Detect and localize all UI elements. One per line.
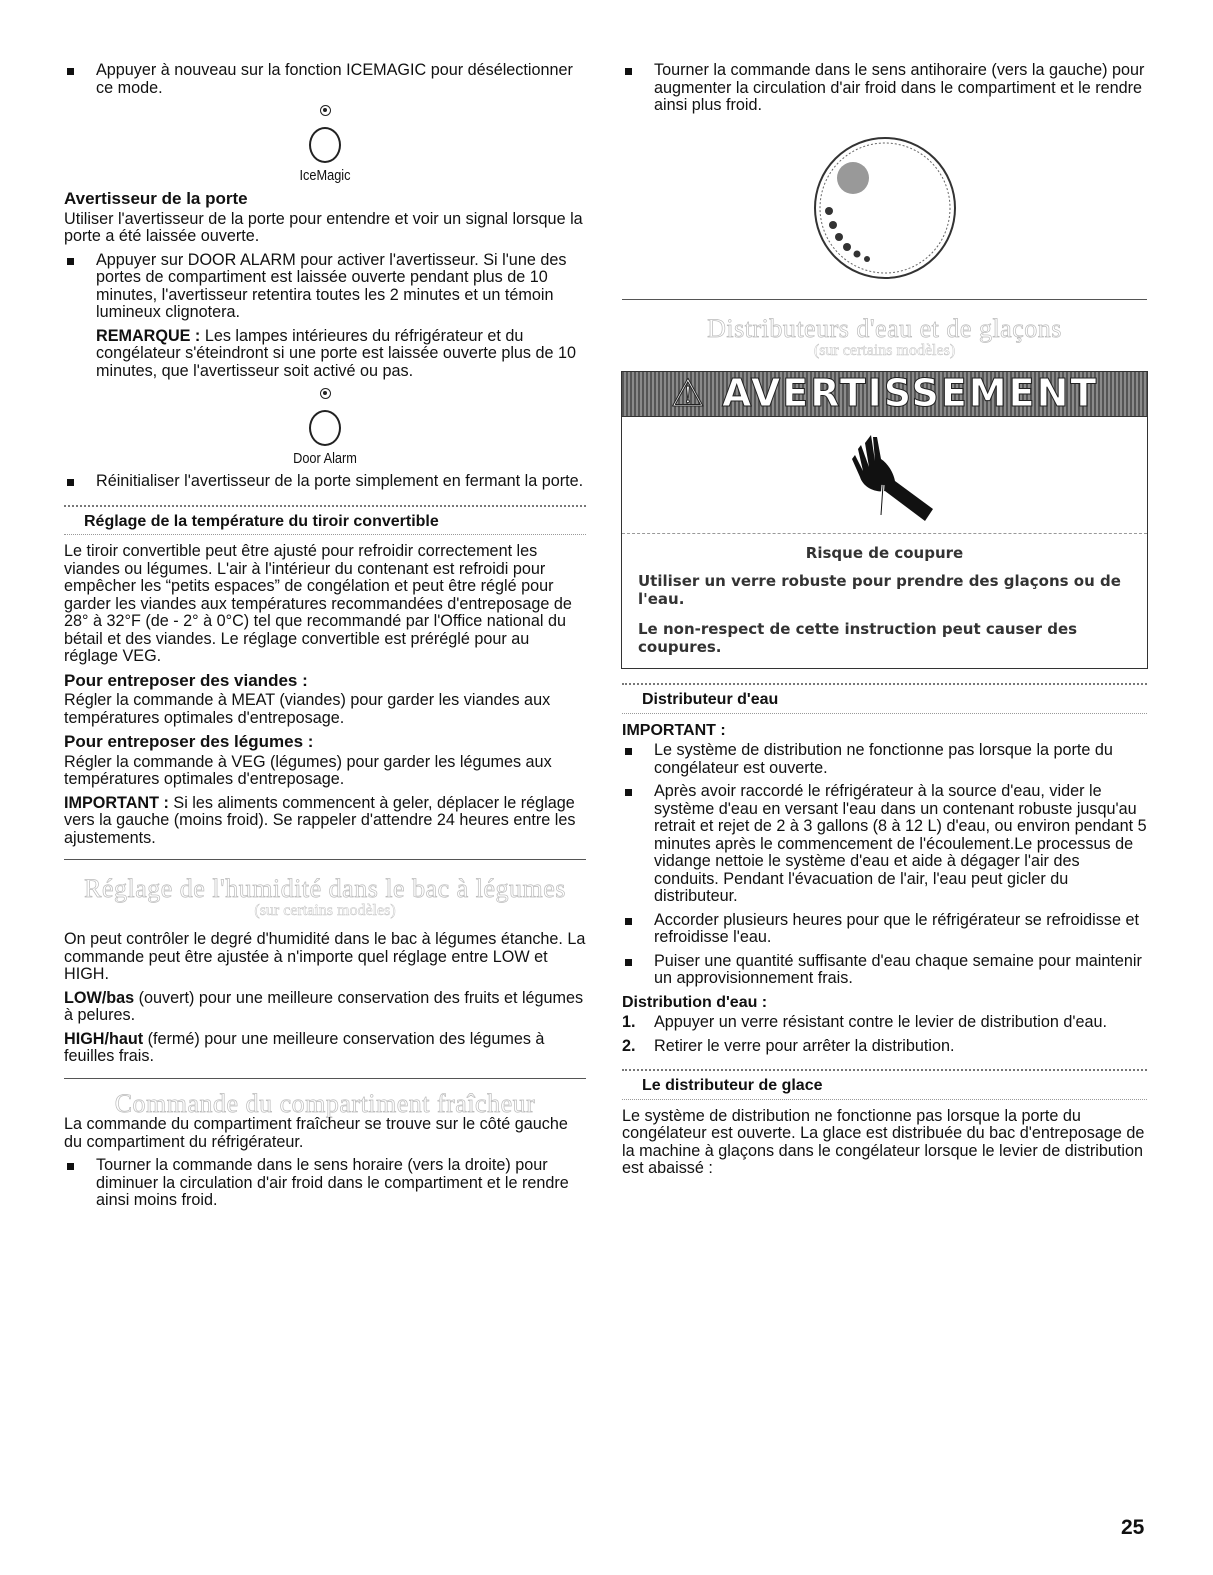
button-outline-icon	[309, 127, 341, 163]
section-rule	[622, 299, 1147, 300]
fresh-text: La commande du compartiment fraîcheur se trouve sur le côté gauche du compartiment du réfrigérateur.	[64, 1115, 568, 1151]
humidity-section-title: Réglage de l'humidité dans le bac à légumes	[84, 874, 566, 903]
hand-cut-icon	[825, 425, 945, 525]
divider	[64, 534, 586, 535]
reset-bullet: Réinitialiser l'avertisseur de la porte simplement en fermant la porte.	[64, 473, 586, 491]
cut-hazard-illustration	[622, 417, 1147, 534]
ccw-bullet: Tourner la commande dans le sens antihoraire (vers la gauche) pour augmenter la circulation d'air froid dans le compartiment et le rendre ainsi plus froid.	[622, 62, 1147, 115]
icemagic-control	[64, 103, 586, 184]
step-text: Appuyer un verre résistant contre le levier de distribution d'eau.	[654, 1013, 1107, 1031]
dispensers-section-title: Distributeurs d'eau et de glaçons	[707, 314, 1062, 343]
right-column	[622, 62, 1147, 1184]
left-column	[64, 62, 586, 1216]
high-paragraph	[64, 1031, 586, 1066]
low-text: (ouvert) pour une meilleure conservation des fruits et légumes à pelures.	[64, 988, 584, 1024]
door-alarm-label: Door Alarm	[293, 449, 357, 467]
warning-title-text: AVERTISSEMENT	[722, 371, 1099, 416]
divider	[622, 713, 1147, 714]
door-alarm-heading: Avertisseur de la porte	[64, 189, 248, 208]
warning-text	[622, 534, 1147, 668]
ice-text: Le système de distribution ne fonctionne pas lorsque la porte du congélateur est ouverte. La glace est distribuée du bac d'entreposage de la machine à glaçons dans le congélateur lorsque le levier de distribution est abaissé :	[622, 1106, 1145, 1177]
note-label: REMARQUE :	[96, 326, 201, 345]
drawer-text: Le tiroir convertible peut être ajusté pour refroidir correctement les viandes ou légumes. L'air à l'intérieur du contenant est refroidi pour empêcher les “petits espaces” de congélation et peut être réglé pour garder les viandes aux températures recommandées d'entreposage de 28° à 32°F (de - 2° à 0°C) tel que recommandé par l'Office national du bétail et des viandes. Le réglage convertible est préréglé pour au réglage VEG.	[64, 542, 572, 665]
dispensing-heading: Distribution d'eau :	[622, 993, 768, 1011]
water-bullet: Puiser une quantité suffisante d'eau chaque semaine pour maintenir un approvisionnement frais.	[622, 953, 1147, 988]
high-label: HIGH/haut	[64, 1029, 144, 1048]
low-label: LOW/bas	[64, 988, 135, 1007]
page-number: 25	[1121, 1516, 1145, 1539]
door-alarm-control	[64, 386, 586, 467]
control-dial-icon	[805, 133, 965, 283]
ice-heading: Le distributeur de glace	[642, 1077, 823, 1094]
indicator-light-icon	[320, 105, 331, 116]
humidity-section-subtitle: (sur certains modèles)	[254, 901, 396, 919]
icemagic-bullet: Appuyer à nouveau sur la fonction ICEMAGIC pour désélectionner ce mode.	[64, 62, 586, 97]
door-alarm-bullet: Appuyer sur DOOR ALARM pour activer l'avertisseur. Si l'une des portes de compartiment est laissée ouverte pendant plus de 10 minutes, l'avertisseur retentira toutes les 2 minutes et un témoin lumineux clignotera.	[64, 252, 586, 322]
note-text: Les lampes intérieures du réfrigérateur et du congélateur s'éteindront si une porte est laissée ouverte plus de 10 minutes, que l'avertisseur soit activé ou pas.	[96, 326, 577, 380]
water-bullet: Accorder plusieurs heures pour que le réfrigérateur se refroidisse et refroidisse l'eau.	[622, 912, 1147, 947]
water-bullet: Après avoir raccordé le réfrigérateur à la source d'eau, vider le système d'eau en versant l'eau dans un contenant robuste jusqu'au retrait et rejet de 2 à 3 gallons (8 à 12 L) d'eau, ou environ pendant 5 minutes après le commencement de l'écoulement.Le processus de vidange nettoie le système d'eau et aide à dégager l'air des conduits. Pendant l'évacuation de l'air, l'eau peut gicler du distributeur.	[622, 783, 1147, 906]
fresh-bullet: Tourner la commande dans le sens horaire (vers la droite) pour diminuer la circulation d'air froid dans le compartiment et le rendre ainsi moins froid.	[64, 1157, 586, 1210]
veg-text: Régler la commande à VEG (légumes) pour garder les légumes aux températures optimales d'entreposage.	[64, 752, 552, 788]
water-bullet: Le système de distribution ne fonctionne pas lorsque la porte du congélateur est ouverte.	[622, 742, 1147, 777]
section-rule	[64, 1078, 586, 1079]
step-number: 2.	[622, 1036, 636, 1055]
meat-text: Régler la commande à MEAT (viandes) pour garder les viandes aux températures optimales d'entreposage.	[64, 691, 551, 727]
warning-line-2: Le non-respect de cette instruction peut causer des coupures.	[638, 620, 1078, 656]
step-text: Retirer le verre pour arrêter la distribution.	[654, 1036, 955, 1055]
humidity-text: On peut contrôler le degré d'humidité dans le bac à légumes étanche. La commande peut être ajustée à n'importe quel réglage entre LOW et HIGH.	[64, 930, 586, 983]
veg-heading: Pour entreposer des légumes :	[64, 732, 314, 751]
important-label: IMPORTANT :	[64, 793, 169, 812]
high-text: (fermé) pour une meilleure conservation des légumes à feuilles frais.	[64, 1029, 545, 1065]
warning-risk: Risque de coupure	[805, 544, 964, 562]
step-item	[622, 1014, 1147, 1032]
low-paragraph	[64, 990, 586, 1025]
meat-heading: Pour entreposer des viandes :	[64, 670, 308, 690]
section-rule	[64, 859, 586, 860]
warning-header	[622, 372, 1147, 417]
fresh-section-title: Commande du compartiment fraîcheur	[114, 1088, 536, 1118]
warning-line-1: Utiliser un verre robuste pour prendre des glaçons ou de l'eau.	[638, 572, 1121, 608]
indicator-light-icon	[320, 388, 331, 399]
icemagic-label: IceMagic	[299, 166, 351, 184]
important-heading: IMPORTANT :	[622, 721, 726, 739]
door-alarm-intro: Utiliser l'avertisseur de la porte pour entendre et voir un signal lorsque la porte a été laissée ouverte.	[64, 209, 583, 245]
step-number: 1.	[622, 1013, 636, 1031]
drawer-heading: Réglage de la température du tiroir convertible	[84, 512, 439, 530]
button-outline-icon	[309, 410, 341, 446]
control-dial-illustration	[622, 133, 1147, 288]
important-text: Si les aliments commencent à geler, déplacer le réglage vers la gauche (moins froid). Se rappeler d'attendre 24 heures entre les ajustements.	[64, 793, 576, 847]
warning-title: ⚠ AVERTISSEMENT	[670, 371, 1099, 416]
water-heading: Distributeur d'eau	[642, 691, 779, 708]
step-item	[622, 1038, 1147, 1056]
dispensers-section-subtitle: (sur certains modèles)	[813, 341, 956, 359]
note-paragraph	[64, 328, 586, 381]
important-paragraph	[64, 795, 586, 848]
divider	[622, 1099, 1147, 1100]
warning-box	[621, 371, 1148, 669]
